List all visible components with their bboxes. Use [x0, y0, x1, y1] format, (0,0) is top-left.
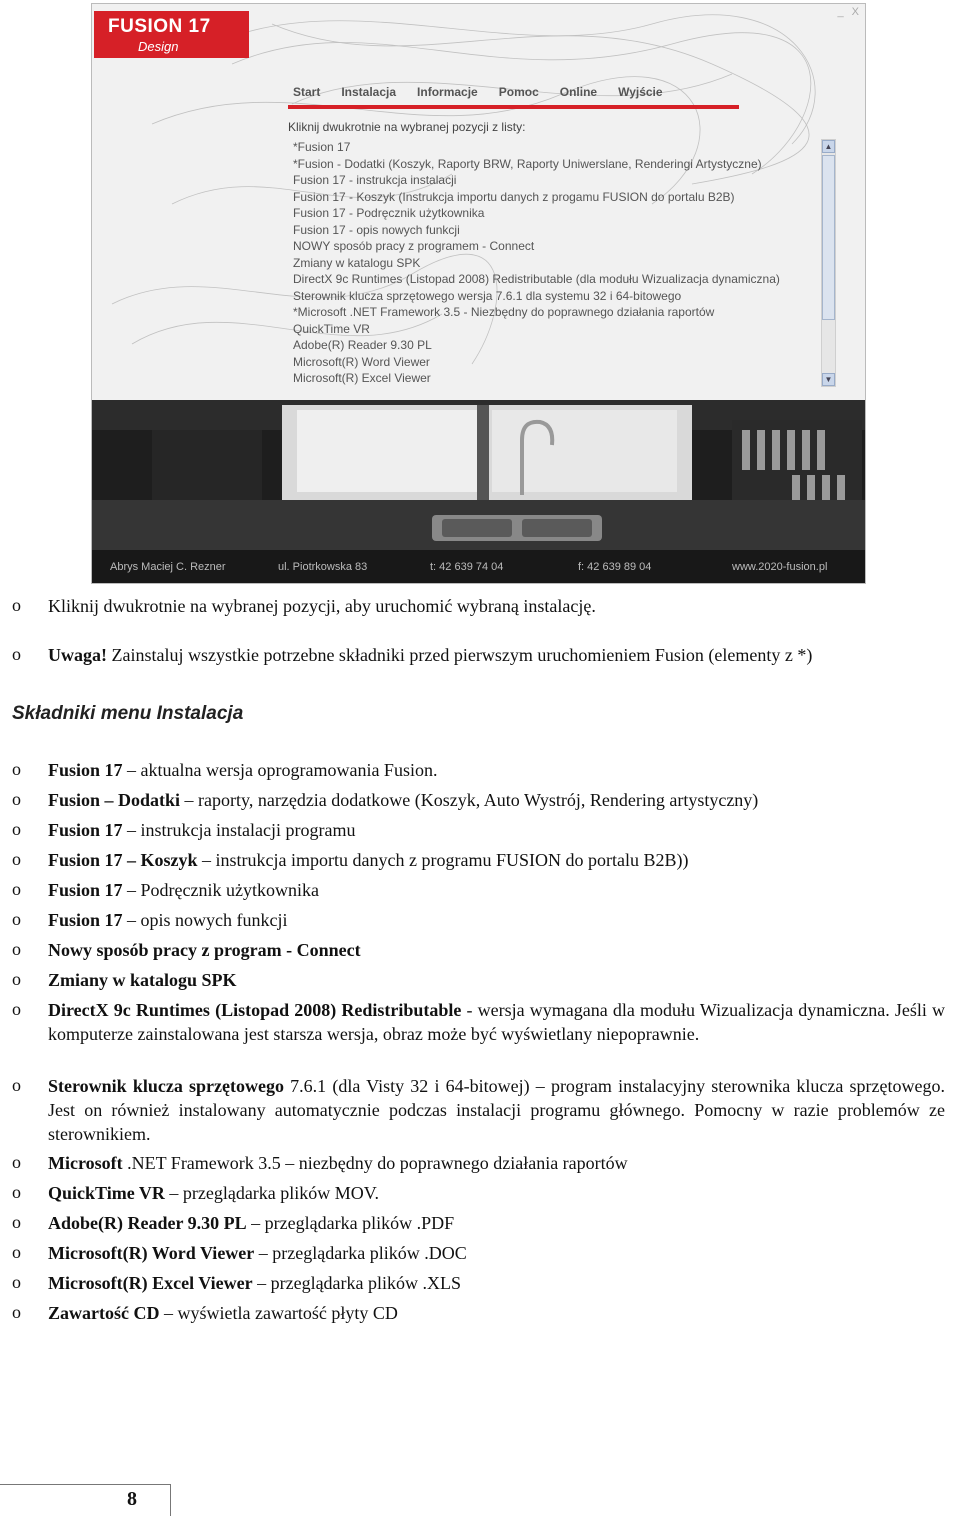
component-name: Sterownik klucza sprzętowego	[48, 1076, 284, 1096]
bullet-marker: o	[12, 1272, 21, 1292]
bullet-marker: o	[12, 1152, 21, 1172]
install-list	[293, 139, 780, 387]
component-desc: – aktualna wersja oprogramowania Fusion.	[122, 760, 438, 780]
install-list-item[interactable]: Microsoft(R) Word Viewer	[293, 354, 430, 369]
bullet-marker: o	[12, 909, 21, 929]
component-name: Nowy sposób pracy z program - Connect	[48, 940, 361, 960]
install-list-item[interactable]: Fusion 17 - opis nowych funkcji	[293, 222, 460, 237]
component-item	[48, 848, 945, 872]
install-list-item[interactable]: DirectX 9c Runtimes (Listopad 2008) Redistributable (dla modułu Wizualizacja dynamiczna)	[293, 272, 780, 286]
footer-fax: f: 42 639 89 04	[578, 561, 652, 573]
component-item	[48, 968, 945, 992]
list-scrollbar[interactable]	[821, 139, 836, 387]
component-name: Microsoft(R) Word Viewer	[48, 1243, 255, 1263]
component-name: Adobe(R) Reader 9.30 PL	[48, 1213, 247, 1233]
component-desc: - wersja wymagana dla modułu Wizualizacja dynamiczna. Jeśli w komputerze zainstalowana jest starsza wersja, obraz może być wyświetlany niepoprawnie.	[48, 1000, 945, 1044]
component-name: Zmiany w katalogu SPK	[48, 970, 237, 990]
scroll-down-icon[interactable]: ▼	[822, 373, 835, 386]
footer-company: Abrys Maciej C. Rezner	[110, 561, 226, 573]
component-desc: – przeglądarka plików .XLS	[252, 1273, 462, 1293]
installer-footer	[92, 550, 865, 583]
installer-screenshot	[91, 3, 866, 584]
component-name: Fusion 17	[48, 910, 123, 930]
component-item	[48, 758, 945, 782]
list-caption: Kliknij dwukrotnie na wybranej pozycji z listy:	[288, 120, 526, 134]
window-controls	[838, 6, 859, 18]
bullet-marker: o	[12, 1242, 21, 1262]
nav-wyjscie[interactable]: Wyjście	[618, 85, 663, 99]
component-name: Zawartość CD	[48, 1303, 160, 1323]
component-name: Microsoft	[48, 1153, 123, 1173]
component-item	[48, 1301, 945, 1325]
component-desc: – przeglądarka plików MOV.	[164, 1183, 379, 1203]
warning-label: Uwaga!	[48, 645, 107, 665]
footer-phone: t: 42 639 74 04	[430, 561, 504, 573]
component-desc: – przeglądarka plików .PDF	[246, 1213, 455, 1233]
scroll-up-icon[interactable]: ▲	[822, 140, 835, 153]
install-list-item[interactable]: Fusion 17 - Podręcznik użytkownika	[293, 206, 485, 220]
component-name: Fusion – Dodatki	[48, 790, 181, 810]
installer-nav	[293, 85, 684, 99]
component-name: Fusion 17	[48, 880, 123, 900]
bullet-marker: o	[12, 595, 21, 615]
nav-start[interactable]: Start	[293, 85, 321, 99]
bullet-marker: o	[12, 1075, 21, 1095]
intro-line1: Kliknij dwukrotnie na wybranej pozycji, aby uruchomić wybraną instalację.	[48, 596, 596, 616]
component-desc: – instrukcja instalacji programu	[122, 820, 356, 840]
bullet-marker: o	[12, 1212, 21, 1232]
component-item	[48, 1241, 945, 1265]
component-name: Fusion 17	[48, 820, 123, 840]
component-desc: – opis nowych funkcji	[122, 910, 288, 930]
component-item	[48, 788, 945, 812]
page-footer-rule	[0, 1484, 170, 1485]
nav-informacje[interactable]: Informacje	[417, 85, 478, 99]
bullet-marker: o	[12, 879, 21, 899]
bullet-marker: o	[12, 759, 21, 779]
bullet-marker: o	[12, 969, 21, 989]
logo-title: FUSION 17	[108, 16, 211, 37]
footer-address: ul. Piotrkowska 83	[278, 561, 368, 573]
component-item	[48, 998, 945, 1046]
component-item	[48, 818, 945, 842]
bullet-marker: o	[12, 1302, 21, 1322]
component-item	[48, 878, 945, 902]
scroll-thumb[interactable]	[822, 155, 835, 320]
component-item	[48, 908, 945, 932]
nav-underline	[288, 105, 739, 109]
bullet-marker: o	[12, 789, 21, 809]
component-desc: – raporty, narzędzia dodatkowe (Koszyk, Auto Wystrój, Rendering artystyczny)	[180, 790, 759, 810]
bullet-marker: o	[12, 819, 21, 839]
component-item	[48, 1074, 945, 1146]
nav-instalacja[interactable]: Instalacja	[341, 85, 397, 99]
kitchen-photo	[92, 400, 865, 550]
nav-pomoc[interactable]: Pomoc	[498, 85, 539, 99]
install-list-item[interactable]: NOWY sposób pracy z programem - Connect	[293, 239, 535, 253]
install-list-item[interactable]: Fusion 17 - Koszyk (Instrukcja importu danych z progamu FUSION do portalu B2B)	[293, 189, 735, 204]
install-list-item[interactable]: Fusion 17 - instrukcja instalacji	[293, 173, 457, 187]
nav-online[interactable]: Online	[559, 85, 598, 99]
component-item	[48, 1271, 945, 1295]
install-list-item[interactable]: Sterownik klucza sprzętowego wersja 7.6.1 dla systemu 32 i 64-bitowego	[293, 288, 682, 303]
component-desc: 7.6.1 (dla Visty 32 i 64-bitowej) – program instalacyjny sterownika klucza sprzętowego. Jest on również instalowany automatycznie podczas instalacji programu głównego. Pomocny w razie problemów ze sterownikiem.	[48, 1076, 945, 1144]
component-name: Fusion 17	[48, 760, 123, 780]
close-button[interactable]: X	[851, 6, 859, 18]
intro-instruction	[48, 594, 945, 618]
bullet-marker: o	[12, 849, 21, 869]
component-item	[48, 1181, 945, 1205]
component-desc: .NET Framework 3.5 – niezbędny do poprawnego działania raportów	[122, 1153, 628, 1173]
section-heading: Składniki menu Instalacja	[12, 703, 244, 724]
bullet-marker: o	[12, 1182, 21, 1202]
component-desc: – instrukcja importu danych z programu FUSION do portalu B2B))	[197, 850, 689, 870]
install-list-item[interactable]: QuickTime VR	[293, 321, 370, 336]
bullet-marker: o	[12, 644, 21, 664]
install-list-item[interactable]: *Fusion 17	[293, 140, 351, 154]
component-item	[48, 1211, 945, 1235]
footer-website[interactable]: www.2020-fusion.pl	[732, 561, 828, 573]
install-list-item[interactable]: *Microsoft .NET Framework 3.5 - Niezbędny do poprawnego działania raportów	[293, 305, 715, 319]
logo-subtitle: Design	[138, 39, 179, 54]
component-name: DirectX 9c Runtimes (Listopad 2008) Redistributable	[48, 1000, 462, 1020]
install-list-item[interactable]: Zmiany w katalogu SPK	[293, 255, 421, 270]
page-footer-divider	[170, 1484, 171, 1516]
page-number: 8	[127, 1488, 137, 1510]
fusion-logo	[94, 11, 249, 58]
install-list-item[interactable]: Adobe(R) Reader 9.30 PL	[293, 338, 432, 352]
component-name: QuickTime VR	[48, 1183, 165, 1203]
bullet-marker: o	[12, 939, 21, 959]
component-name: Microsoft(R) Excel Viewer	[48, 1273, 253, 1293]
component-desc: – wyświetla zawartość płyty CD	[159, 1303, 398, 1323]
component-desc: – przeglądarka plików .DOC	[254, 1243, 467, 1263]
component-item	[48, 1151, 945, 1175]
install-list-item[interactable]: Microsoft(R) Excel Viewer	[293, 371, 431, 385]
component-name: Fusion 17 – Koszyk	[48, 850, 198, 870]
warning-text: Zainstaluj wszystkie potrzebne składniki przed pierwszym uruchomieniem Fusion (elementy z *)	[107, 645, 813, 665]
component-item	[48, 938, 945, 962]
component-desc: – Podręcznik użytkownika	[122, 880, 319, 900]
intro-warning	[48, 643, 945, 667]
install-list-item[interactable]: *Fusion - Dodatki (Koszyk, Raporty BRW, Raporty Uniwerslane, Renderingi Artystyczne)	[293, 156, 762, 171]
minimize-button[interactable]: _	[837, 6, 844, 18]
bullet-marker: o	[12, 999, 21, 1019]
